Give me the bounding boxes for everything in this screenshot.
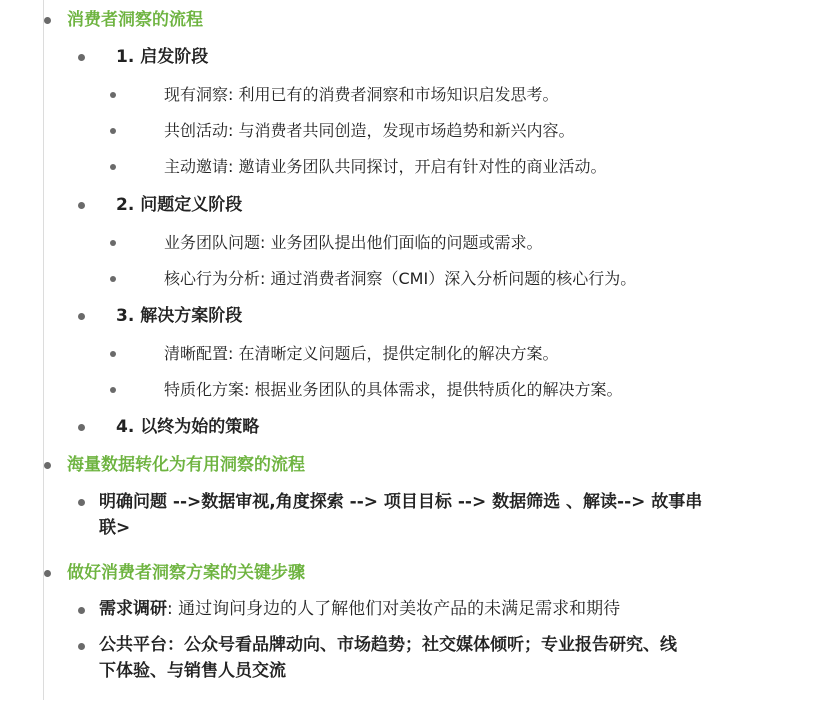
list-item <box>164 83 559 107</box>
item-bullet-icon <box>110 351 116 357</box>
item-bullet-icon <box>110 240 116 246</box>
item-bullet-icon <box>110 387 116 393</box>
item-text: 公众号看品牌动向、市场趋势；社交媒体倾听；专业报告研究、线 <box>184 635 677 655</box>
list-item <box>164 119 575 143</box>
stage-title-inspiration: 1. 启发阶段 <box>116 47 209 67</box>
stage-bullet-icon <box>78 313 85 320</box>
item-text: : 通过询问身边的人了解他们对美妆产品的未满足需求和期待 <box>167 599 621 619</box>
item-label: 特质化方案 <box>164 380 245 399</box>
stage-bullet-icon <box>78 54 85 61</box>
stage-title-end-in-mind: 4. 以终为始的策略 <box>116 417 260 437</box>
list-item <box>164 378 623 402</box>
flow-line-1: 明确问题 -->数据审视,角度探索 --> 项目目标 --> 数据筛选 、解读--> 故事串 <box>99 492 703 512</box>
section-bullet-icon <box>44 17 51 24</box>
stage-title-solution: 3. 解决方案阶段 <box>116 306 243 326</box>
item-text: : 根据业务团队的具体需求，提供特质化的解决方案。 <box>244 380 623 399</box>
item-text: : 利用已有的消费者洞察和市场知识启发思考。 <box>228 85 559 104</box>
item-bullet-icon <box>110 92 116 98</box>
stage-bullet-icon <box>78 424 85 431</box>
item-label: 共创活动 <box>164 121 229 140</box>
item-label: 核心行为分析 <box>164 269 261 288</box>
item-text: : 与消费者共同创造，发现市场趋势和新兴内容。 <box>228 121 575 140</box>
item-label: 业务团队问题 <box>164 233 261 252</box>
list-item <box>164 267 636 291</box>
item-text: : 邀请业务团队共同探讨，开启有针对性的商业活动。 <box>228 157 607 176</box>
item-bullet-icon <box>78 643 85 650</box>
item-label: 主动邀请 <box>164 157 229 176</box>
stage-bullet-icon <box>78 202 85 209</box>
section-bullet-icon <box>44 462 51 469</box>
flow-bullet-icon <box>78 499 85 506</box>
list-item <box>164 155 607 179</box>
list-item <box>99 597 620 621</box>
item-label: 公共平台： <box>99 635 184 655</box>
left-guide-rail <box>43 0 44 700</box>
stage-title-problem-definition: 2. 问题定义阶段 <box>116 195 243 215</box>
item-label: 需求调研 <box>99 599 167 619</box>
section-title-consumer-insight-process: 消费者洞察的流程 <box>67 10 203 30</box>
item-line-2: 下体验、与销售人员交流 <box>99 661 286 681</box>
flow-line-2: 联> <box>99 518 131 538</box>
item-text: : 业务团队提出他们面临的问题或需求。 <box>260 233 543 252</box>
item-bullet-icon <box>110 128 116 134</box>
list-item <box>164 342 559 366</box>
section-title-data-to-insight: 海量数据转化为有用洞察的流程 <box>67 455 305 475</box>
item-line-1 <box>99 632 809 658</box>
item-bullet-icon <box>110 164 116 170</box>
flow-description <box>99 489 799 541</box>
item-label: 现有洞察 <box>164 85 229 104</box>
list-item <box>164 231 543 255</box>
item-text: : 在清晰定义问题后，提供定制化的解决方案。 <box>228 344 559 363</box>
list-item <box>99 632 809 684</box>
item-text: : 通过消费者洞察（CMI）深入分析问题的核心行为。 <box>260 269 637 288</box>
item-label: 清晰配置 <box>164 344 229 363</box>
item-bullet-icon <box>78 607 85 614</box>
item-bullet-icon <box>110 276 116 282</box>
section-title-key-steps: 做好消费者洞察方案的关键步骤 <box>67 563 305 583</box>
section-bullet-icon <box>44 570 51 577</box>
